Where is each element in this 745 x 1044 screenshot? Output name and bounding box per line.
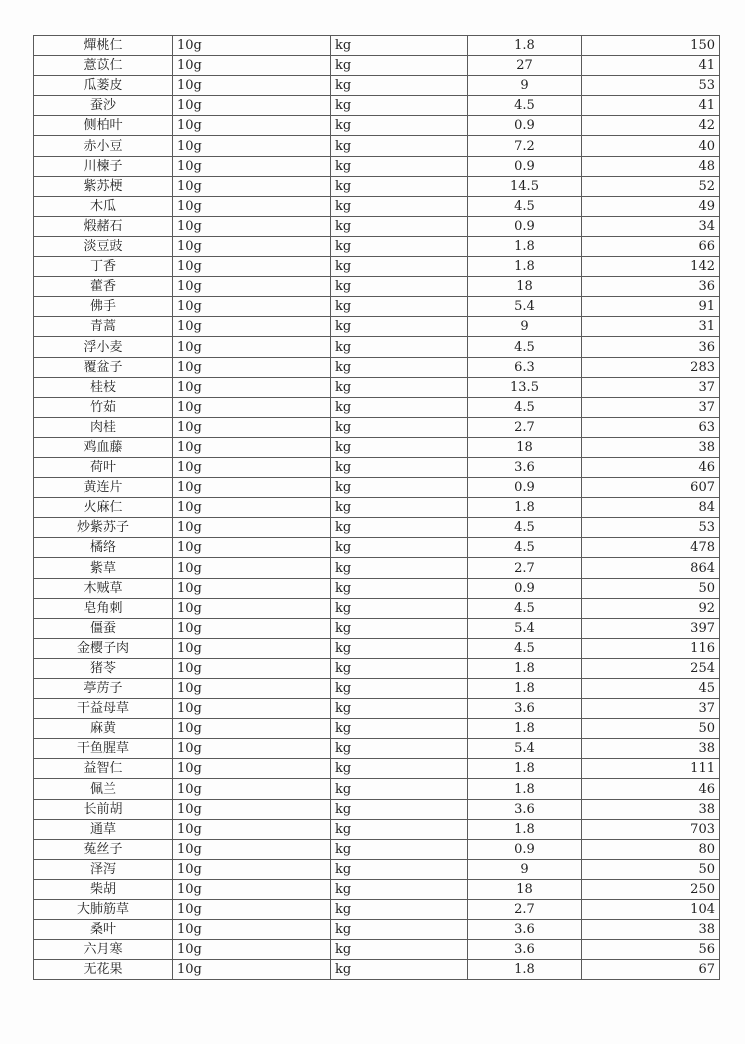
quantity-cell: 0.9 [468,216,582,236]
quantity-cell: 4.5 [468,518,582,538]
quantity-cell: 0.9 [468,839,582,859]
unit-cell: kg [331,437,468,457]
price-cell: 111 [582,759,720,779]
table-row [34,357,720,377]
herb-name-cell: 通草 [34,819,173,839]
table-row [34,56,720,76]
unit-cell: kg [331,136,468,156]
quantity-cell: 1.8 [468,658,582,678]
table-row [34,598,720,618]
spec-cell: 10g [173,317,331,337]
spec-cell: 10g [173,478,331,498]
spec-cell: 10g [173,417,331,437]
price-cell: 42 [582,116,720,136]
herb-name-cell: 菟丝子 [34,839,173,859]
spec-cell: 10g [173,176,331,196]
herb-name-cell: 火麻仁 [34,498,173,518]
unit-cell: kg [331,337,468,357]
herb-name-cell: 煅赭石 [34,216,173,236]
price-cell: 31 [582,317,720,337]
price-cell: 37 [582,699,720,719]
herb-name-cell: 六月寒 [34,940,173,960]
table-row [34,76,720,96]
quantity-cell: 18 [468,437,582,457]
price-cell: 53 [582,518,720,538]
unit-cell: kg [331,638,468,658]
price-cell: 91 [582,297,720,317]
unit-cell: kg [331,36,468,56]
herb-name-cell: 木瓜 [34,196,173,216]
table-row [34,397,720,417]
price-cell: 92 [582,598,720,618]
herb-name-cell: 长前胡 [34,799,173,819]
herb-name-cell: 佩兰 [34,779,173,799]
unit-cell: kg [331,518,468,538]
spec-cell: 10g [173,759,331,779]
price-cell: 104 [582,900,720,920]
herb-name-cell: 侧柏叶 [34,116,173,136]
unit-cell: kg [331,618,468,638]
spec-cell: 10g [173,699,331,719]
table-row [34,739,720,759]
table-row [34,658,720,678]
spec-cell: 10g [173,900,331,920]
table-row [34,518,720,538]
table-row [34,236,720,256]
table-row [34,96,720,116]
herb-name-cell: 木贼草 [34,578,173,598]
table-row [34,317,720,337]
price-cell: 80 [582,839,720,859]
herb-name-cell: 葶苈子 [34,679,173,699]
price-cell: 46 [582,457,720,477]
quantity-cell: 0.9 [468,116,582,136]
quantity-cell: 4.5 [468,337,582,357]
herb-name-cell: 蚕沙 [34,96,173,116]
herb-name-cell: 覆盆子 [34,357,173,377]
herb-name-cell: 竹茹 [34,397,173,417]
herb-name-cell: 荷叶 [34,457,173,477]
table-row [34,839,720,859]
table-row [34,538,720,558]
table-row [34,136,720,156]
unit-cell: kg [331,699,468,719]
price-cell: 56 [582,940,720,960]
spec-cell: 10g [173,337,331,357]
quantity-cell: 4.5 [468,538,582,558]
price-cell: 254 [582,658,720,678]
spec-cell: 10g [173,960,331,980]
unit-cell: kg [331,839,468,859]
table-row [34,759,720,779]
price-cell: 53 [582,76,720,96]
quantity-cell: 9 [468,76,582,96]
spec-cell: 10g [173,518,331,538]
spec-cell: 10g [173,779,331,799]
table-row [34,558,720,578]
unit-cell: kg [331,498,468,518]
unit-cell: kg [331,920,468,940]
herb-name-cell: 鸡血藤 [34,437,173,457]
price-cell: 283 [582,357,720,377]
herb-name-cell: 赤小豆 [34,136,173,156]
price-cell: 37 [582,397,720,417]
table-row [34,36,720,56]
spec-cell: 10g [173,116,331,136]
herb-name-cell: 益智仁 [34,759,173,779]
spec-cell: 10g [173,879,331,899]
unit-cell: kg [331,96,468,116]
table-row [34,116,720,136]
unit-cell: kg [331,900,468,920]
spec-cell: 10g [173,558,331,578]
spec-cell: 10g [173,739,331,759]
spec-cell: 10g [173,498,331,518]
price-cell: 36 [582,277,720,297]
spec-cell: 10g [173,297,331,317]
spec-cell: 10g [173,578,331,598]
herb-name-cell: 僵蚕 [34,618,173,638]
price-cell: 397 [582,618,720,638]
price-cell: 50 [582,719,720,739]
spec-cell: 10g [173,638,331,658]
table-row [34,297,720,317]
price-cell: 38 [582,920,720,940]
table-row [34,578,720,598]
table-row [34,940,720,960]
table-row [34,156,720,176]
quantity-cell: 4.5 [468,196,582,216]
herb-name-cell: 桂枝 [34,377,173,397]
price-cell: 41 [582,96,720,116]
herb-name-cell: 大肺筋草 [34,900,173,920]
unit-cell: kg [331,457,468,477]
table-row [34,779,720,799]
price-cell: 50 [582,578,720,598]
unit-cell: kg [331,819,468,839]
price-cell: 34 [582,216,720,236]
quantity-cell: 4.5 [468,598,582,618]
unit-cell: kg [331,377,468,397]
table-row [34,819,720,839]
table-row [34,879,720,899]
quantity-cell: 2.7 [468,417,582,437]
herb-name-cell: 黄连片 [34,478,173,498]
price-cell: 49 [582,196,720,216]
unit-cell: kg [331,739,468,759]
table-row [34,176,720,196]
unit-cell: kg [331,558,468,578]
unit-cell: kg [331,879,468,899]
spec-cell: 10g [173,397,331,417]
price-cell: 46 [582,779,720,799]
quantity-cell: 1.8 [468,960,582,980]
herb-name-cell: 川楝子 [34,156,173,176]
spec-cell: 10g [173,839,331,859]
quantity-cell: 4.5 [468,638,582,658]
herb-name-cell: 淡豆豉 [34,236,173,256]
price-cell: 703 [582,819,720,839]
herb-name-cell: 橘络 [34,538,173,558]
spec-cell: 10g [173,96,331,116]
unit-cell: kg [331,156,468,176]
spec-cell: 10g [173,196,331,216]
spec-cell: 10g [173,437,331,457]
quantity-cell: 27 [468,56,582,76]
unit-cell: kg [331,116,468,136]
quantity-cell: 3.6 [468,699,582,719]
herb-name-cell: 青蒿 [34,317,173,337]
quantity-cell: 3.6 [468,457,582,477]
table-row [34,920,720,940]
unit-cell: kg [331,417,468,437]
unit-cell: kg [331,940,468,960]
herb-name-cell: 泽泻 [34,859,173,879]
price-cell: 116 [582,638,720,658]
quantity-cell: 1.8 [468,498,582,518]
table-row [34,859,720,879]
quantity-cell: 13.5 [468,377,582,397]
table-row [34,799,720,819]
quantity-cell: 9 [468,317,582,337]
quantity-cell: 14.5 [468,176,582,196]
quantity-cell: 1.8 [468,679,582,699]
spec-cell: 10g [173,156,331,176]
unit-cell: kg [331,598,468,618]
quantity-cell: 3.6 [468,920,582,940]
herb-name-cell: 猪苓 [34,658,173,678]
quantity-cell: 9 [468,859,582,879]
quantity-cell: 6.3 [468,357,582,377]
table-row [34,377,720,397]
unit-cell: kg [331,56,468,76]
herb-name-cell: 藿香 [34,277,173,297]
spec-cell: 10g [173,257,331,277]
herb-name-cell: 薏苡仁 [34,56,173,76]
unit-cell: kg [331,719,468,739]
herb-name-cell: 肉桂 [34,417,173,437]
spec-cell: 10g [173,56,331,76]
quantity-cell: 3.6 [468,940,582,960]
price-cell: 607 [582,478,720,498]
spec-cell: 10g [173,457,331,477]
herb-name-cell: 桑叶 [34,920,173,940]
spec-cell: 10g [173,357,331,377]
spec-cell: 10g [173,618,331,638]
quantity-cell: 0.9 [468,156,582,176]
herb-name-cell: 炒紫苏子 [34,518,173,538]
table-row [34,699,720,719]
table-row [34,216,720,236]
unit-cell: kg [331,578,468,598]
table-row [34,478,720,498]
herb-name-cell: 皂角刺 [34,598,173,618]
quantity-cell: 1.8 [468,759,582,779]
table-row [34,900,720,920]
unit-cell: kg [331,759,468,779]
quantity-cell: 2.7 [468,900,582,920]
table-row [34,337,720,357]
quantity-cell: 1.8 [468,719,582,739]
herb-name-cell: 柴胡 [34,879,173,899]
spec-cell: 10g [173,598,331,618]
quantity-cell: 18 [468,879,582,899]
herb-name-cell: 麻黄 [34,719,173,739]
quantity-cell: 5.4 [468,739,582,759]
quantity-cell: 2.7 [468,558,582,578]
table-row [34,437,720,457]
table-row [34,618,720,638]
quantity-cell: 5.4 [468,297,582,317]
price-cell: 38 [582,739,720,759]
quantity-cell: 0.9 [468,578,582,598]
spec-cell: 10g [173,859,331,879]
spec-cell: 10g [173,658,331,678]
table-row [34,277,720,297]
quantity-cell: 1.8 [468,819,582,839]
quantity-cell: 7.2 [468,136,582,156]
unit-cell: kg [331,357,468,377]
table-row [34,457,720,477]
price-cell: 67 [582,960,720,980]
herb-name-cell: 干鱼腥草 [34,739,173,759]
spec-cell: 10g [173,819,331,839]
unit-cell: kg [331,297,468,317]
price-cell: 38 [582,437,720,457]
quantity-cell: 1.8 [468,257,582,277]
herb-name-cell: 浮小麦 [34,337,173,357]
spec-cell: 10g [173,679,331,699]
spec-cell: 10g [173,920,331,940]
unit-cell: kg [331,658,468,678]
spec-cell: 10g [173,36,331,56]
spec-cell: 10g [173,76,331,96]
spec-cell: 10g [173,377,331,397]
price-cell: 864 [582,558,720,578]
unit-cell: kg [331,257,468,277]
unit-cell: kg [331,799,468,819]
quantity-cell: 4.5 [468,397,582,417]
price-cell: 478 [582,538,720,558]
table-row [34,257,720,277]
unit-cell: kg [331,277,468,297]
price-cell: 36 [582,337,720,357]
herb-name-cell: 燀桃仁 [34,36,173,56]
spec-cell: 10g [173,216,331,236]
table-row [34,196,720,216]
spec-cell: 10g [173,277,331,297]
quantity-cell: 1.8 [468,236,582,256]
price-cell: 52 [582,176,720,196]
herb-name-cell: 金樱子肉 [34,638,173,658]
unit-cell: kg [331,397,468,417]
herb-price-table [33,35,720,980]
herb-name-cell: 佛手 [34,297,173,317]
table-row [34,679,720,699]
table-row [34,498,720,518]
spec-cell: 10g [173,799,331,819]
price-cell: 142 [582,257,720,277]
unit-cell: kg [331,779,468,799]
table-row [34,719,720,739]
quantity-cell: 18 [468,277,582,297]
spec-cell: 10g [173,538,331,558]
unit-cell: kg [331,538,468,558]
unit-cell: kg [331,216,468,236]
herb-name-cell: 无花果 [34,960,173,980]
quantity-cell: 1.8 [468,36,582,56]
price-cell: 40 [582,136,720,156]
herb-name-cell: 紫苏梗 [34,176,173,196]
spec-cell: 10g [173,136,331,156]
quantity-cell: 3.6 [468,799,582,819]
unit-cell: kg [331,76,468,96]
unit-cell: kg [331,196,468,216]
price-cell: 41 [582,56,720,76]
price-cell: 37 [582,377,720,397]
price-cell: 38 [582,799,720,819]
spec-cell: 10g [173,719,331,739]
unit-cell: kg [331,317,468,337]
price-cell: 66 [582,236,720,256]
spec-cell: 10g [173,940,331,960]
unit-cell: kg [331,859,468,879]
herb-name-cell: 干益母草 [34,699,173,719]
table-row [34,960,720,980]
quantity-cell: 0.9 [468,478,582,498]
quantity-cell: 5.4 [468,618,582,638]
price-cell: 48 [582,156,720,176]
price-cell: 63 [582,417,720,437]
unit-cell: kg [331,236,468,256]
table-row [34,417,720,437]
unit-cell: kg [331,960,468,980]
herb-name-cell: 瓜蒌皮 [34,76,173,96]
quantity-cell: 1.8 [468,779,582,799]
herb-name-cell: 丁香 [34,257,173,277]
price-cell: 250 [582,879,720,899]
unit-cell: kg [331,176,468,196]
unit-cell: kg [331,478,468,498]
price-cell: 150 [582,36,720,56]
price-cell: 45 [582,679,720,699]
table-row [34,638,720,658]
price-cell: 50 [582,859,720,879]
unit-cell: kg [331,679,468,699]
price-cell: 84 [582,498,720,518]
quantity-cell: 4.5 [468,96,582,116]
spec-cell: 10g [173,236,331,256]
herb-name-cell: 紫草 [34,558,173,578]
table-body [34,36,720,980]
